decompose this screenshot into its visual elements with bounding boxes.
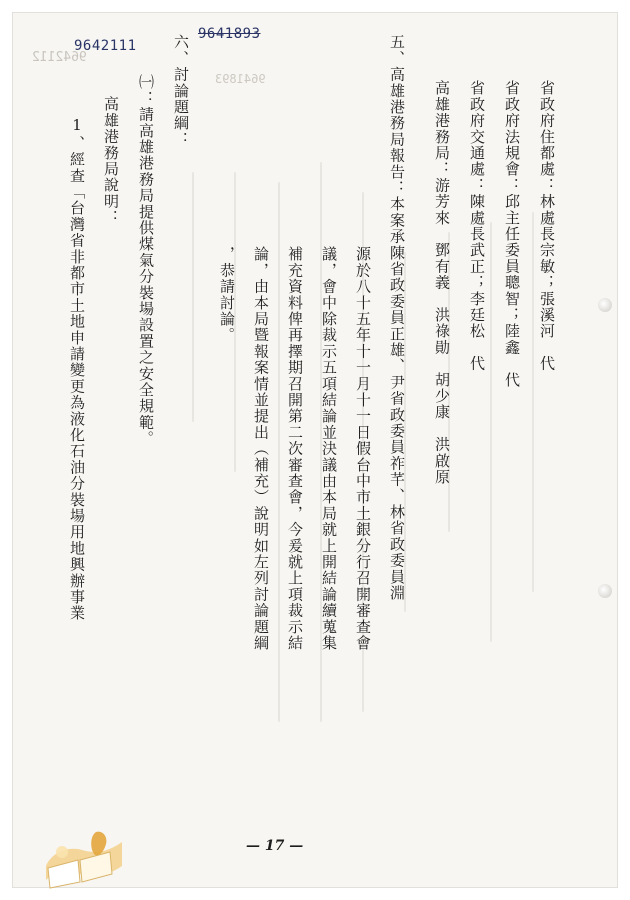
section6-item-1: ㈠：請高雄港務局提供煤氣分裝場設置之安全規範。 bbox=[137, 74, 155, 447]
section5-report-line-2: 源於八十五年十一月十一日假台中市土銀分行召開審查會 bbox=[354, 246, 372, 651]
section5-report-line-1 bbox=[388, 34, 406, 601]
mirrored-stamp-number: 9642112 bbox=[32, 50, 87, 65]
section5-report-line-5: 論，由本局暨報案情並提出（補充）說明如左列討論題綱 bbox=[252, 246, 270, 651]
attendee-line-transport: 省政府交通處：陳處長武正；李廷松 代 bbox=[468, 80, 486, 372]
attendee-line-harbor: 高雄港務局：游芳來 鄧有義 洪祿勛 胡少康 洪啟原 bbox=[433, 80, 451, 485]
page-number: — 17 — bbox=[246, 838, 304, 854]
section5-text-1: 本案承陳省政委員正雄、尹省政委員祚芊、林省政委員淵 bbox=[388, 196, 406, 601]
archive-logo-icon bbox=[38, 822, 130, 894]
stamp-number-a: 9642111 bbox=[74, 38, 137, 54]
mirrored-stamp-number-2: 9641893 bbox=[215, 72, 266, 86]
punch-hole-top bbox=[598, 298, 612, 312]
section5-heading: 五、高雄港務局報告： bbox=[388, 34, 406, 196]
section6-heading: 六、討論題綱： bbox=[172, 34, 190, 148]
section6-explain-label: 高雄港務局說明： bbox=[102, 96, 120, 226]
attendee-line-housing: 省政府住都處：林處長宗敏；張溪河 代 bbox=[538, 80, 556, 372]
section5-report-line-4: 補充資料俾再擇期召開第二次審查會，今爰就上項裁示結 bbox=[286, 246, 304, 651]
attendee-line-legal: 省政府法規會：邱主任委員聰智；陸鑫 代 bbox=[503, 80, 521, 388]
stamp-number-b-struck: 9641893 bbox=[198, 26, 261, 42]
punch-hole-bottom bbox=[598, 584, 612, 598]
section6-point-1: 1、經查「台灣省非都市土地申請變更為液化石油分裝場用地興辦事業 bbox=[68, 116, 86, 622]
document-page bbox=[12, 12, 618, 888]
section5-report-line-3: 議，會中除裁示五項結論並決議由本局就上開結論續蒐集 bbox=[320, 246, 338, 651]
section5-report-line-6: ，恭請討論。 bbox=[218, 246, 236, 344]
